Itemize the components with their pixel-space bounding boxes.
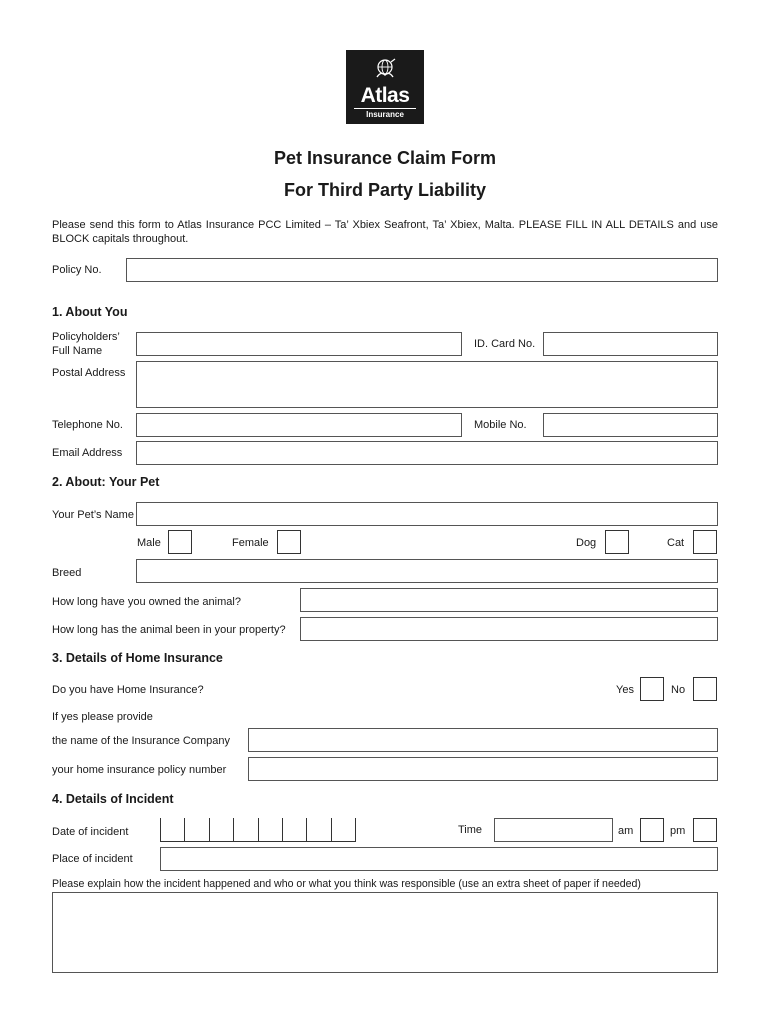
male-label: Male <box>137 537 161 549</box>
am-label: am <box>618 825 634 837</box>
no-label: No <box>671 684 686 696</box>
full-name-label-line2: Full Name <box>52 345 103 357</box>
logo-subtitle: Insurance <box>354 108 416 119</box>
insurance-company-field[interactable] <box>248 728 718 752</box>
insurance-company-label: the name of the Insurance Company <box>52 735 230 747</box>
mobile-label: Mobile No. <box>474 419 527 431</box>
incident-date-label: Date of incident <box>52 826 129 838</box>
email-field[interactable] <box>136 441 718 465</box>
incident-date-field[interactable] <box>160 818 356 842</box>
pm-checkbox[interactable] <box>693 818 717 842</box>
cat-checkbox[interactable] <box>693 530 717 554</box>
full-name-field[interactable] <box>136 332 462 356</box>
section-about-pet-heading: 2. About: Your Pet <box>52 475 160 489</box>
am-checkbox[interactable] <box>640 818 664 842</box>
incident-place-field[interactable] <box>160 847 718 871</box>
breed-label: Breed <box>52 567 82 579</box>
section-home-insurance-heading: 3. Details of Home Insurance <box>52 651 223 665</box>
telephone-label: Telephone No. <box>52 419 123 431</box>
date-digit-cell[interactable] <box>306 818 330 842</box>
date-digit-cell[interactable] <box>331 818 356 842</box>
owned-duration-field[interactable] <box>300 588 718 612</box>
incident-explanation-label: Please explain how the incident happened and who or what you think was responsible (use an extra sheet of paper if needed) <box>52 878 641 890</box>
mobile-field[interactable] <box>543 413 718 437</box>
intro-line-1: Please send this form to Atlas Insurance PCC Limited – Ta’ Xbiex Seafront, Ta’ Xbiex, Malta. PLEASE FILL IN ALL DETAILS and use <box>52 219 718 231</box>
date-digit-cell[interactable] <box>209 818 233 842</box>
home-policy-number-label: your home insurance policy number <box>52 764 227 776</box>
incident-explanation-field[interactable] <box>52 892 718 973</box>
date-digit-cell[interactable] <box>258 818 282 842</box>
section-about-you-heading: 1. About You <box>52 305 128 319</box>
property-duration-field[interactable] <box>300 617 718 641</box>
pm-label: pm <box>670 825 686 837</box>
id-card-label: ID. Card No. <box>474 338 536 350</box>
property-duration-label: How long has the animal been in your property? <box>52 624 286 636</box>
dog-checkbox[interactable] <box>605 530 629 554</box>
time-field[interactable] <box>494 818 613 842</box>
owned-duration-label: How long have you owned the animal? <box>52 596 241 608</box>
date-digit-cell[interactable] <box>184 818 208 842</box>
telephone-field[interactable] <box>136 413 462 437</box>
date-digit-cell[interactable] <box>160 818 184 842</box>
pet-name-field[interactable] <box>136 502 718 526</box>
time-label: Time <box>458 824 483 836</box>
postal-address-field[interactable] <box>136 361 718 408</box>
dog-label: Dog <box>576 537 597 549</box>
incident-place-label: Place of incident <box>52 853 133 865</box>
date-digit-cell[interactable] <box>233 818 257 842</box>
date-digit-cell[interactable] <box>282 818 306 842</box>
male-checkbox[interactable] <box>168 530 192 554</box>
logo-wordmark: Atlas <box>360 84 410 107</box>
yes-label: Yes <box>616 684 634 696</box>
cat-label: Cat <box>667 537 685 549</box>
pet-name-label: Your Pet’s Name <box>52 509 134 521</box>
policy-no-field[interactable] <box>126 258 718 282</box>
if-yes-label: If yes please provide <box>52 711 153 723</box>
atlas-logo <box>346 50 424 124</box>
female-label: Female <box>232 537 269 549</box>
home-policy-number-field[interactable] <box>248 757 718 781</box>
globe-figure-icon <box>372 56 398 82</box>
home-insurance-question: Do you have Home Insurance? <box>52 684 204 696</box>
email-label: Email Address <box>52 447 123 459</box>
id-card-field[interactable] <box>543 332 718 356</box>
yes-checkbox[interactable] <box>640 677 664 701</box>
policy-no-label: Policy No. <box>52 264 102 276</box>
form-subtitle: For Third Party Liability <box>283 180 487 200</box>
female-checkbox[interactable] <box>277 530 301 554</box>
full-name-label-line1: Policyholders’ <box>52 331 120 343</box>
form-title: Pet Insurance Claim Form <box>273 148 497 168</box>
section-incident-heading: 4. Details of Incident <box>52 792 174 806</box>
no-checkbox[interactable] <box>693 677 717 701</box>
postal-address-label: Postal Address <box>52 367 126 379</box>
intro-line-2: BLOCK capitals throughout. <box>52 233 189 245</box>
breed-field[interactable] <box>136 559 718 583</box>
